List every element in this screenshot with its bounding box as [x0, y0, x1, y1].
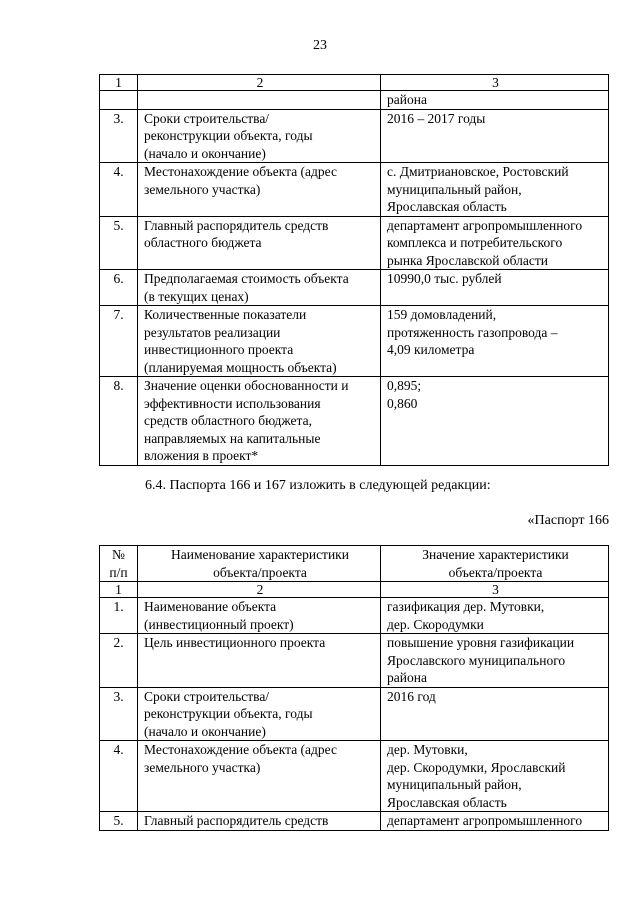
- characteristic-line: Количественные показатели: [144, 307, 307, 322]
- table-row: [100, 306, 609, 377]
- value-line: Ярославская область: [387, 794, 507, 810]
- table-row: [100, 91, 609, 110]
- row-number-cell: 5.: [100, 216, 138, 270]
- value-cell: [381, 216, 609, 270]
- value-line: муниципальный район,: [387, 777, 522, 792]
- column-number-cell: 2: [138, 582, 381, 598]
- value-cell: [381, 741, 609, 812]
- table-row: [100, 163, 609, 217]
- characteristic-line: эффективности использования: [144, 395, 321, 411]
- characteristic-cell: [138, 687, 381, 741]
- header-num-cell: [100, 546, 138, 582]
- header-name-cell: [138, 546, 381, 582]
- value-cell: [381, 687, 609, 741]
- column-number-cell: 3: [381, 75, 609, 91]
- characteristic-cell: [138, 109, 381, 163]
- row-number-cell: 8.: [100, 377, 138, 466]
- characteristic-line: Предполагаемая стоимость объекта: [144, 271, 349, 286]
- characteristic-line: (планируемая мощность объекта): [144, 359, 337, 375]
- characteristic-line: земельного участка): [144, 759, 261, 775]
- value-line: протяженность газопровода –: [387, 324, 558, 340]
- value-cell: [381, 163, 609, 217]
- value-line: комплекса и потребительского: [387, 235, 563, 250]
- characteristic-line: (начало и окончание): [144, 145, 266, 161]
- characteristic-cell: [138, 634, 381, 688]
- characteristic-line: (в текущих ценах): [144, 288, 249, 304]
- characteristic-cell: [138, 270, 381, 306]
- characteristic-line: Сроки строительства/: [144, 110, 270, 126]
- column-number-cell: 3: [381, 582, 609, 598]
- row-number-cell: 1.: [100, 598, 138, 634]
- value-line: района: [387, 670, 427, 685]
- value-line: 10990,0 тыс. рублей: [387, 271, 502, 286]
- characteristic-line: Значение оценки обоснованности и: [144, 378, 349, 393]
- characteristic-line: направляемых на капитальные: [144, 430, 321, 446]
- column-number-cell: 2: [138, 75, 381, 91]
- header-value-line: объекта/проекта: [448, 564, 543, 580]
- characteristic-line: Сроки строительства/: [144, 688, 270, 704]
- table-row: [100, 377, 609, 466]
- characteristic-cell: [138, 306, 381, 377]
- amendment-paragraph: 6.4. Паспорта 166 и 167 изложить в следующей редакции:: [145, 478, 491, 493]
- characteristic-line: Местонахождение объекта (адрес: [144, 742, 337, 757]
- header-value-line: Значение характеристики: [422, 547, 569, 562]
- value-line: дер. Мутовки,: [387, 742, 468, 757]
- table-row: [100, 812, 609, 831]
- column-number-cell: 1: [100, 75, 138, 91]
- characteristic-cell: [138, 812, 381, 831]
- page-number: 23: [313, 38, 327, 53]
- characteristic-line: Главный распорядитель средств: [144, 217, 329, 233]
- characteristic-cell: [138, 598, 381, 634]
- value-line: Ярославская область: [387, 199, 507, 214]
- characteristic-cell: [138, 163, 381, 217]
- passport-166-table: [99, 545, 609, 831]
- characteristic-line: Местонахождение объекта (адрес: [144, 164, 337, 179]
- value-line: Ярославского муниципального: [387, 652, 566, 668]
- value-line: 2016 – 2017 годы: [387, 110, 486, 126]
- characteristic-cell: [138, 216, 381, 270]
- row-number-cell: 7.: [100, 306, 138, 377]
- value-cell: [381, 634, 609, 688]
- row-number-cell: 3.: [100, 687, 138, 741]
- value-line: повышение уровня газификации: [387, 635, 575, 650]
- column-number-row: [100, 75, 609, 91]
- header-value-cell: [381, 546, 609, 582]
- value-cell: [381, 109, 609, 163]
- characteristic-line: земельного участка): [144, 181, 261, 197]
- value-line: 0,895;: [387, 378, 422, 393]
- table-row: [100, 598, 609, 634]
- table-row: [100, 687, 609, 741]
- value-line: департамент агропромышленного: [387, 813, 583, 828]
- table-row: [100, 109, 609, 163]
- table-row: [100, 216, 609, 270]
- characteristic-cell: [138, 377, 381, 466]
- characteristic-line: (начало и окончание): [144, 723, 266, 739]
- value-line: муниципальный район,: [387, 181, 522, 197]
- characteristic-line: реконструкции объекта, годы: [144, 128, 313, 143]
- table-header-row: [100, 546, 609, 582]
- characteristic-cell: [138, 741, 381, 812]
- value-line: 159 домовладений,: [387, 307, 497, 322]
- characteristic-line: Цель инвестиционного проекта: [144, 635, 326, 650]
- characteristic-line: Наименование объекта: [144, 599, 277, 614]
- value-line: 4,09 километра: [387, 342, 475, 357]
- row-number-cell: 5.: [100, 812, 138, 831]
- value-cell: [381, 377, 609, 466]
- header-num-line: п/п: [109, 564, 128, 580]
- characteristic-cell: [138, 91, 381, 110]
- row-number-cell: 4.: [100, 163, 138, 217]
- characteristic-line: реконструкции объекта, годы: [144, 706, 313, 721]
- header-num-line: №: [112, 547, 125, 562]
- row-number-cell: [100, 91, 138, 110]
- value-line: рынка Ярославской области: [387, 252, 548, 268]
- characteristic-line: результатов реализации: [144, 324, 281, 340]
- value-line: с. Дмитриановское, Ростовский: [387, 164, 569, 179]
- value-line: 2016 год: [387, 688, 436, 704]
- row-number-cell: 6.: [100, 270, 138, 306]
- value-line: дер. Скородумки, Ярославский: [387, 759, 566, 775]
- table-row: [100, 634, 609, 688]
- row-number-cell: 3.: [100, 109, 138, 163]
- row-number-cell: 2.: [100, 634, 138, 688]
- value-line: района: [387, 92, 427, 107]
- column-number-row: [100, 582, 609, 598]
- row-number-cell: 4.: [100, 741, 138, 812]
- value-cell: [381, 91, 609, 110]
- characteristic-line: средств областного бюджета,: [144, 413, 312, 428]
- header-name-line: объекта/проекта: [213, 564, 307, 580]
- header-name-line: Наименование характеристики: [171, 547, 349, 562]
- value-line: газификация дер. Мутовки,: [387, 599, 545, 614]
- table-row: [100, 270, 609, 306]
- characteristic-line: инвестиционного проекта: [144, 342, 294, 357]
- value-cell: [381, 598, 609, 634]
- characteristic-line: областного бюджета: [144, 235, 262, 250]
- characteristic-line: Главный распорядитель средств: [144, 813, 329, 828]
- value-cell: [381, 812, 609, 831]
- passport-166-label: «Паспорт 166: [527, 513, 609, 528]
- characteristic-line: (инвестиционный проект): [144, 616, 294, 632]
- characteristic-line: вложения в проект*: [144, 448, 259, 463]
- table-row: [100, 741, 609, 812]
- passport-table-continued: [99, 74, 609, 466]
- value-line: 0,860: [387, 395, 418, 411]
- value-cell: [381, 306, 609, 377]
- value-cell: [381, 270, 609, 306]
- value-line: дер. Скородумки: [387, 616, 484, 632]
- column-number-cell: 1: [100, 582, 138, 598]
- value-line: департамент агропромышленного: [387, 217, 583, 233]
